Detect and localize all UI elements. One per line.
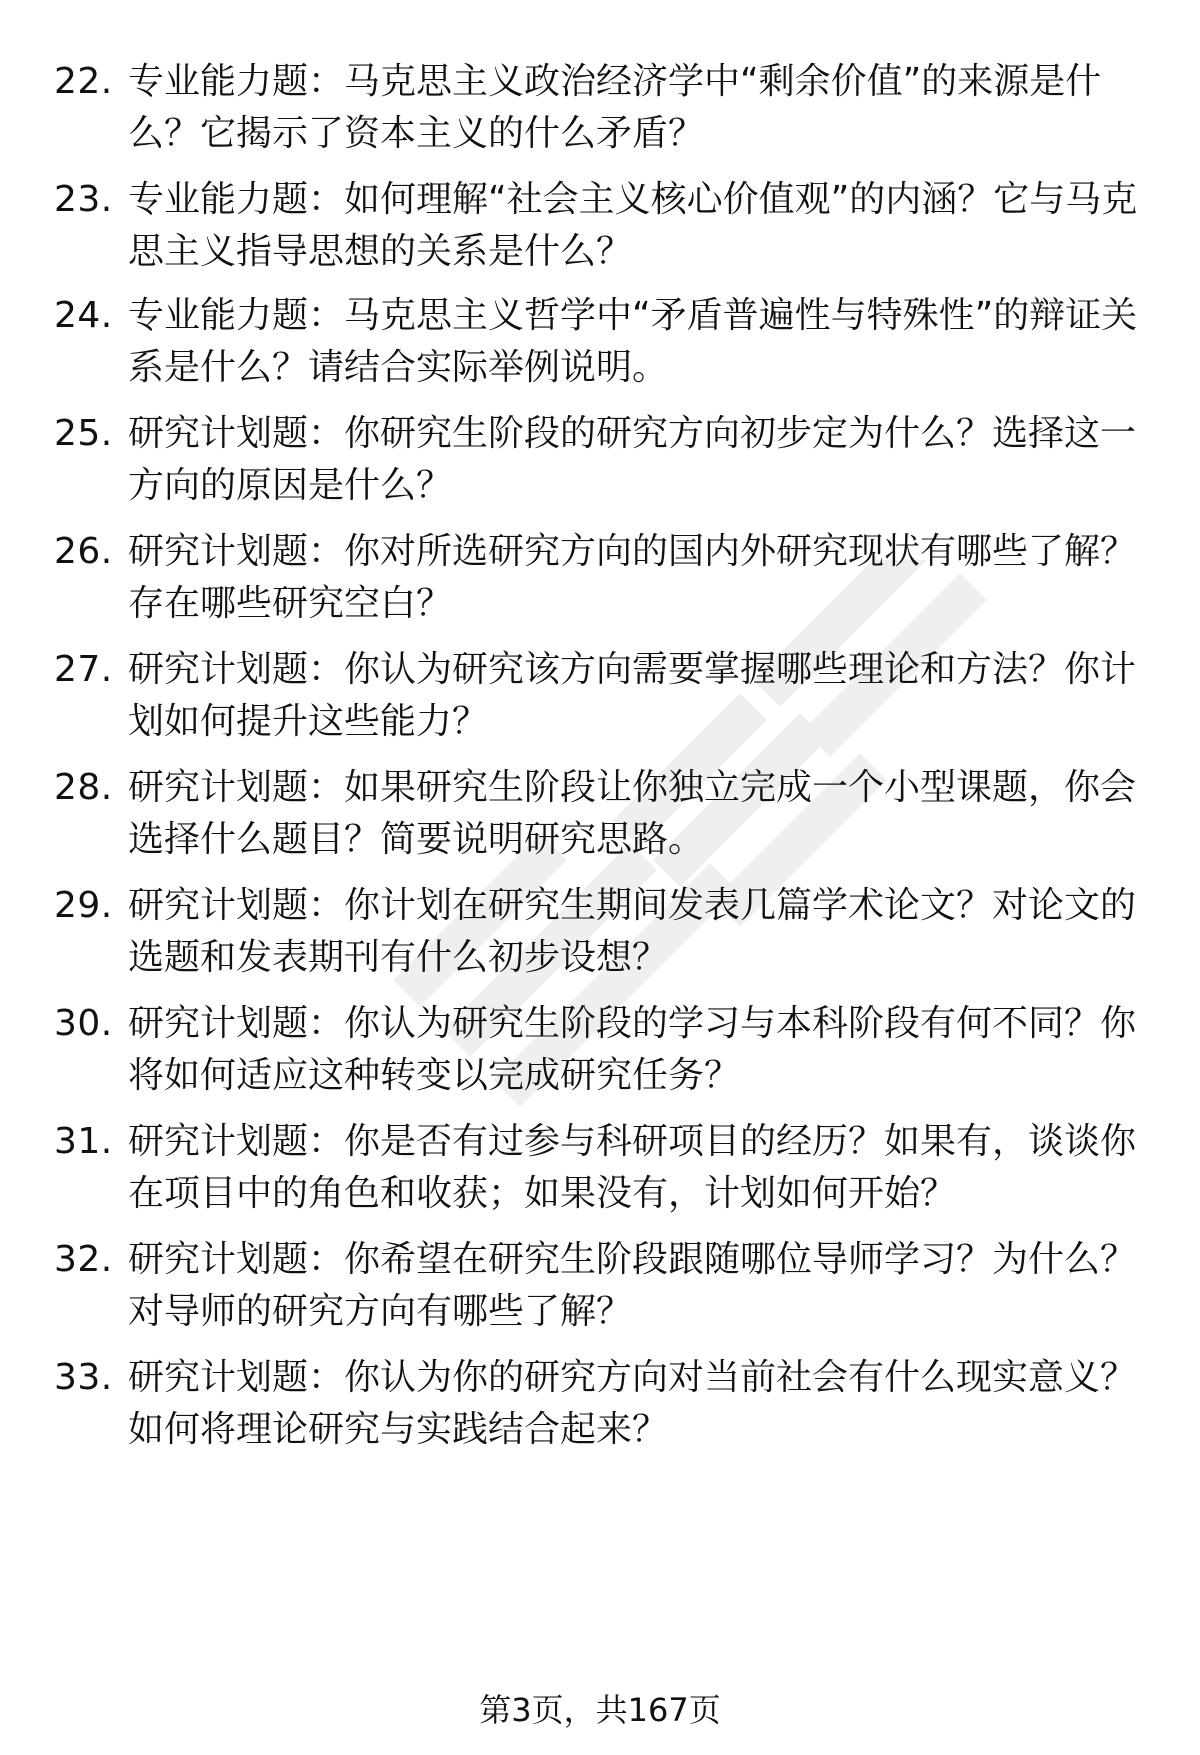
question-item (54, 408, 1154, 512)
question-number: 29. (54, 885, 113, 926)
question-text: 研究计划题：你对所选研究方向的国内外研究现状有哪些了解？存在哪些研究空白？ (128, 531, 1137, 624)
question-text: 研究计划题：你认为研究该方向需要掌握哪些理论和方法？你计划如何提升这些能力？ (128, 649, 1137, 742)
question-number: 27. (54, 649, 113, 690)
question-item (54, 290, 1154, 394)
question-item (54, 880, 1154, 984)
question-number: 25. (54, 413, 113, 454)
question-number: 32. (54, 1239, 113, 1280)
question-text: 专业能力题：如何理解“社会主义核心价值观”的内涵？它与马克思主义指导思想的关系是什么？ (128, 179, 1138, 272)
question-text: 专业能力题：马克思主义政治经济学中“剩余价值”的来源是什么？它揭示了资本主义的什么矛盾？ (128, 61, 1102, 154)
question-text: 研究计划题：你认为你的研究方向对当前社会有什么现实意义？如何将理论研究与实践结合起来？ (128, 1357, 1137, 1450)
question-item (54, 1234, 1154, 1338)
question-number: 31. (54, 1121, 113, 1162)
question-item (54, 1352, 1154, 1456)
question-item (54, 998, 1154, 1102)
question-number: 23. (54, 179, 113, 220)
question-text: 研究计划题：你计划在研究生期间发表几篇学术论文？对论文的选题和发表期刊有什么初步设想？ (128, 885, 1137, 978)
question-text: 研究计划题：你希望在研究生阶段跟随哪位导师学习？为什么？对导师的研究方向有哪些了解？ (128, 1239, 1137, 1332)
question-number: 24. (54, 295, 113, 336)
question-number: 26. (54, 531, 113, 572)
question-number: 22. (54, 61, 113, 102)
question-number: 30. (54, 1003, 113, 1044)
question-number: 28. (54, 767, 113, 808)
question-number: 33. (54, 1357, 113, 1398)
question-item (54, 174, 1154, 278)
question-text: 研究计划题：你认为研究生阶段的学习与本科阶段有何不同？你将如何适应这种转变以完成研究任务？ (128, 1003, 1137, 1096)
question-item (54, 56, 1154, 160)
question-text: 研究计划题：你是否有过参与科研项目的经历？如果有，谈谈你在项目中的角色和收获；如果没有，计划如何开始？ (128, 1121, 1137, 1214)
question-text: 研究计划题：如果研究生阶段让你独立完成一个小型课题，你会选择什么题目？简要说明研究思路。 (128, 767, 1137, 860)
question-item (54, 644, 1154, 748)
question-text: 研究计划题：你研究生阶段的研究方向初步定为什么？选择这一方向的原因是什么？ (128, 413, 1137, 506)
question-item (54, 762, 1154, 866)
question-item (54, 1116, 1154, 1220)
question-text: 专业能力题：马克思主义哲学中“矛盾普遍性与特殊性”的辩证关系是什么？请结合实际举例说明。 (128, 295, 1138, 388)
question-item (54, 526, 1154, 630)
page-footer: 第3页，共167页 (479, 1691, 721, 1729)
